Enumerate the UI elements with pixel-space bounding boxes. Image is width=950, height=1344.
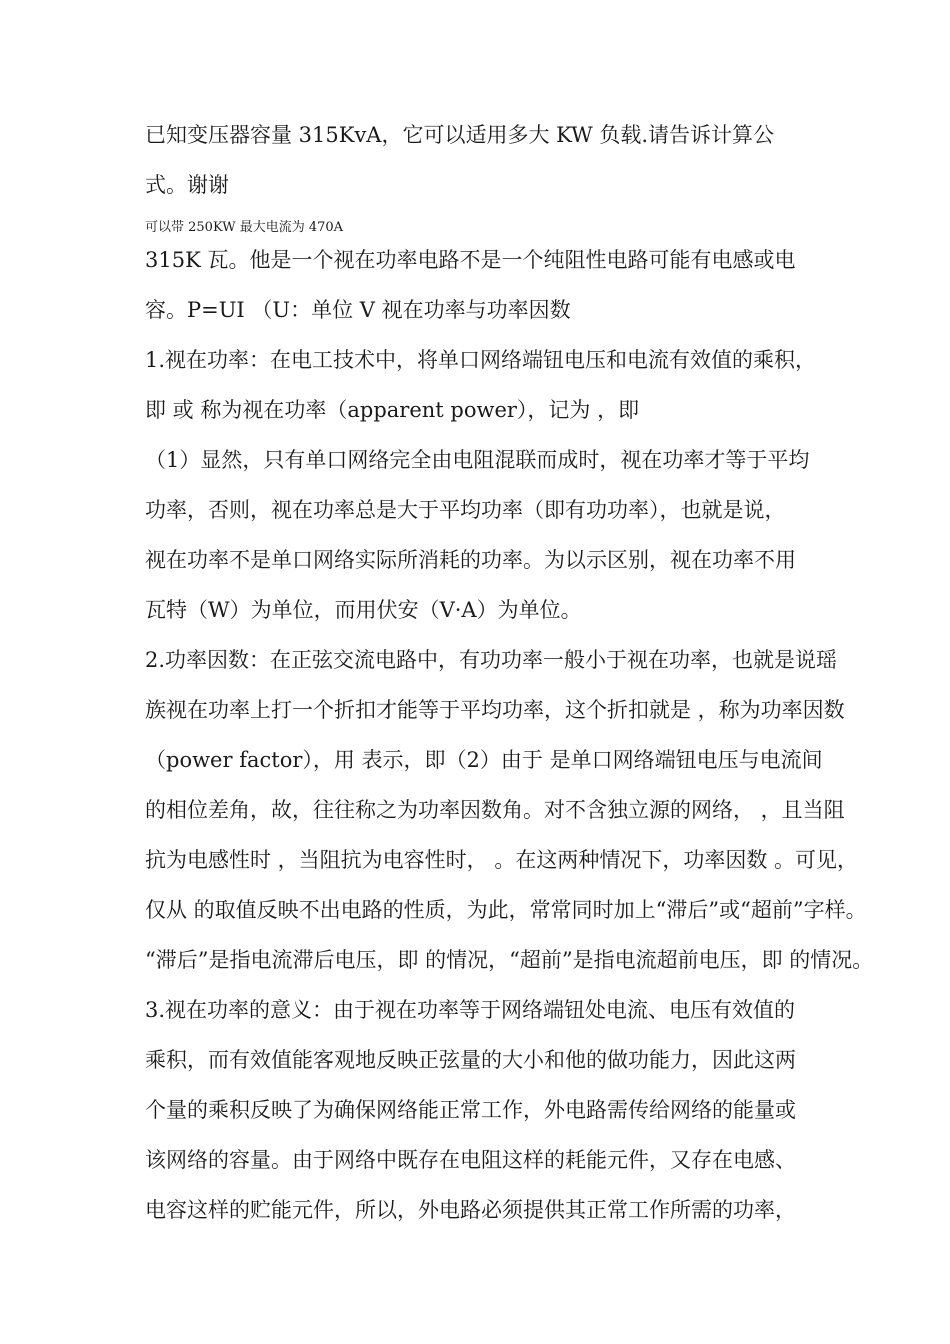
- text-line-16: 抗为电感性时 ，当阻抗为电容性时， 。在这两种情况下，功率因数 。可见，: [145, 848, 859, 872]
- text-line-23: 电容这样的贮能元件，所以，外电路必须提供其正常工作所需的功率，: [145, 1198, 796, 1222]
- text-line-11: 瓦特（W）为单位，而用伏安（V·A）为单位。: [145, 598, 582, 622]
- text-line-17: 仅从 的取值反映不出电路的性质，为此，常常同时加上“滞后”或“超前”字样。: [145, 898, 867, 922]
- text-line-12: 2.功率因数：在正弦交流电路中，有功功率一般小于视在功率，也就是说瑶: [145, 648, 838, 672]
- text-line-5: 容。P=UI （U：单位 V 视在功率与功率因数: [145, 298, 571, 322]
- text-line-1: 已知变压器容量 315KvA，它可以适用多大 KW 负载.请告诉计算公: [145, 123, 775, 147]
- text-line-4: 315K 瓦。他是一个视在功率电路不是一个纯阻性电路可能有电感或电: [145, 248, 796, 272]
- text-line-18: “滞后”是指电流滞后电压，即 的情况，“超前”是指电流超前电压，即 的情况。: [145, 948, 874, 972]
- text-line-8: （1）显然，只有单口网络完全由电阻混联而成时，视在功率才等于平均: [145, 448, 810, 472]
- text-line-14: （power factor），用 表示，即（2）由于 是单口网络端钮电压与电流间: [145, 748, 823, 772]
- text-line-2: 式。谢谢: [145, 173, 229, 197]
- text-line-22: 该网络的容量。由于网络中既存在电阻这样的耗能元件，又存在电感、: [145, 1148, 796, 1172]
- text-line-21: 个量的乘积反映了为确保网络能正常工作，外电路需传给网络的能量或: [145, 1098, 796, 1122]
- text-line-20: 乘积，而有效值能客观地反映正弦量的大小和他的做功能力，因此这两: [145, 1048, 796, 1072]
- text-line-9: 功率，否则，视在功率总是大于平均功率（即有功功率），也就是说，: [145, 498, 786, 522]
- text-line-15: 的相位差角，故，往往称之为功率因数角。对不含独立源的网络， ，且当阻: [145, 798, 845, 822]
- text-line-7: 即 或 称为视在功率（apparent power），记为 ，即: [145, 398, 640, 422]
- text-line-13: 族视在功率上打一个折扣才能等于平均功率，这个折扣就是 ，称为功率因数: [145, 698, 845, 722]
- text-line-10: 视在功率不是单口网络实际所消耗的功率。为以示区别，视在功率不用: [145, 548, 796, 572]
- answer-line: 可以带 250KW 最大电流为 470A: [145, 220, 344, 235]
- text-line-6: 1.视在功率：在电工技术中，将单口网络端钮电压和电流有效值的乘积，: [145, 348, 817, 372]
- text-line-19: 3.视在功率的意义：由于视在功率等于网络端钮处电流、电压有效值的: [145, 998, 796, 1022]
